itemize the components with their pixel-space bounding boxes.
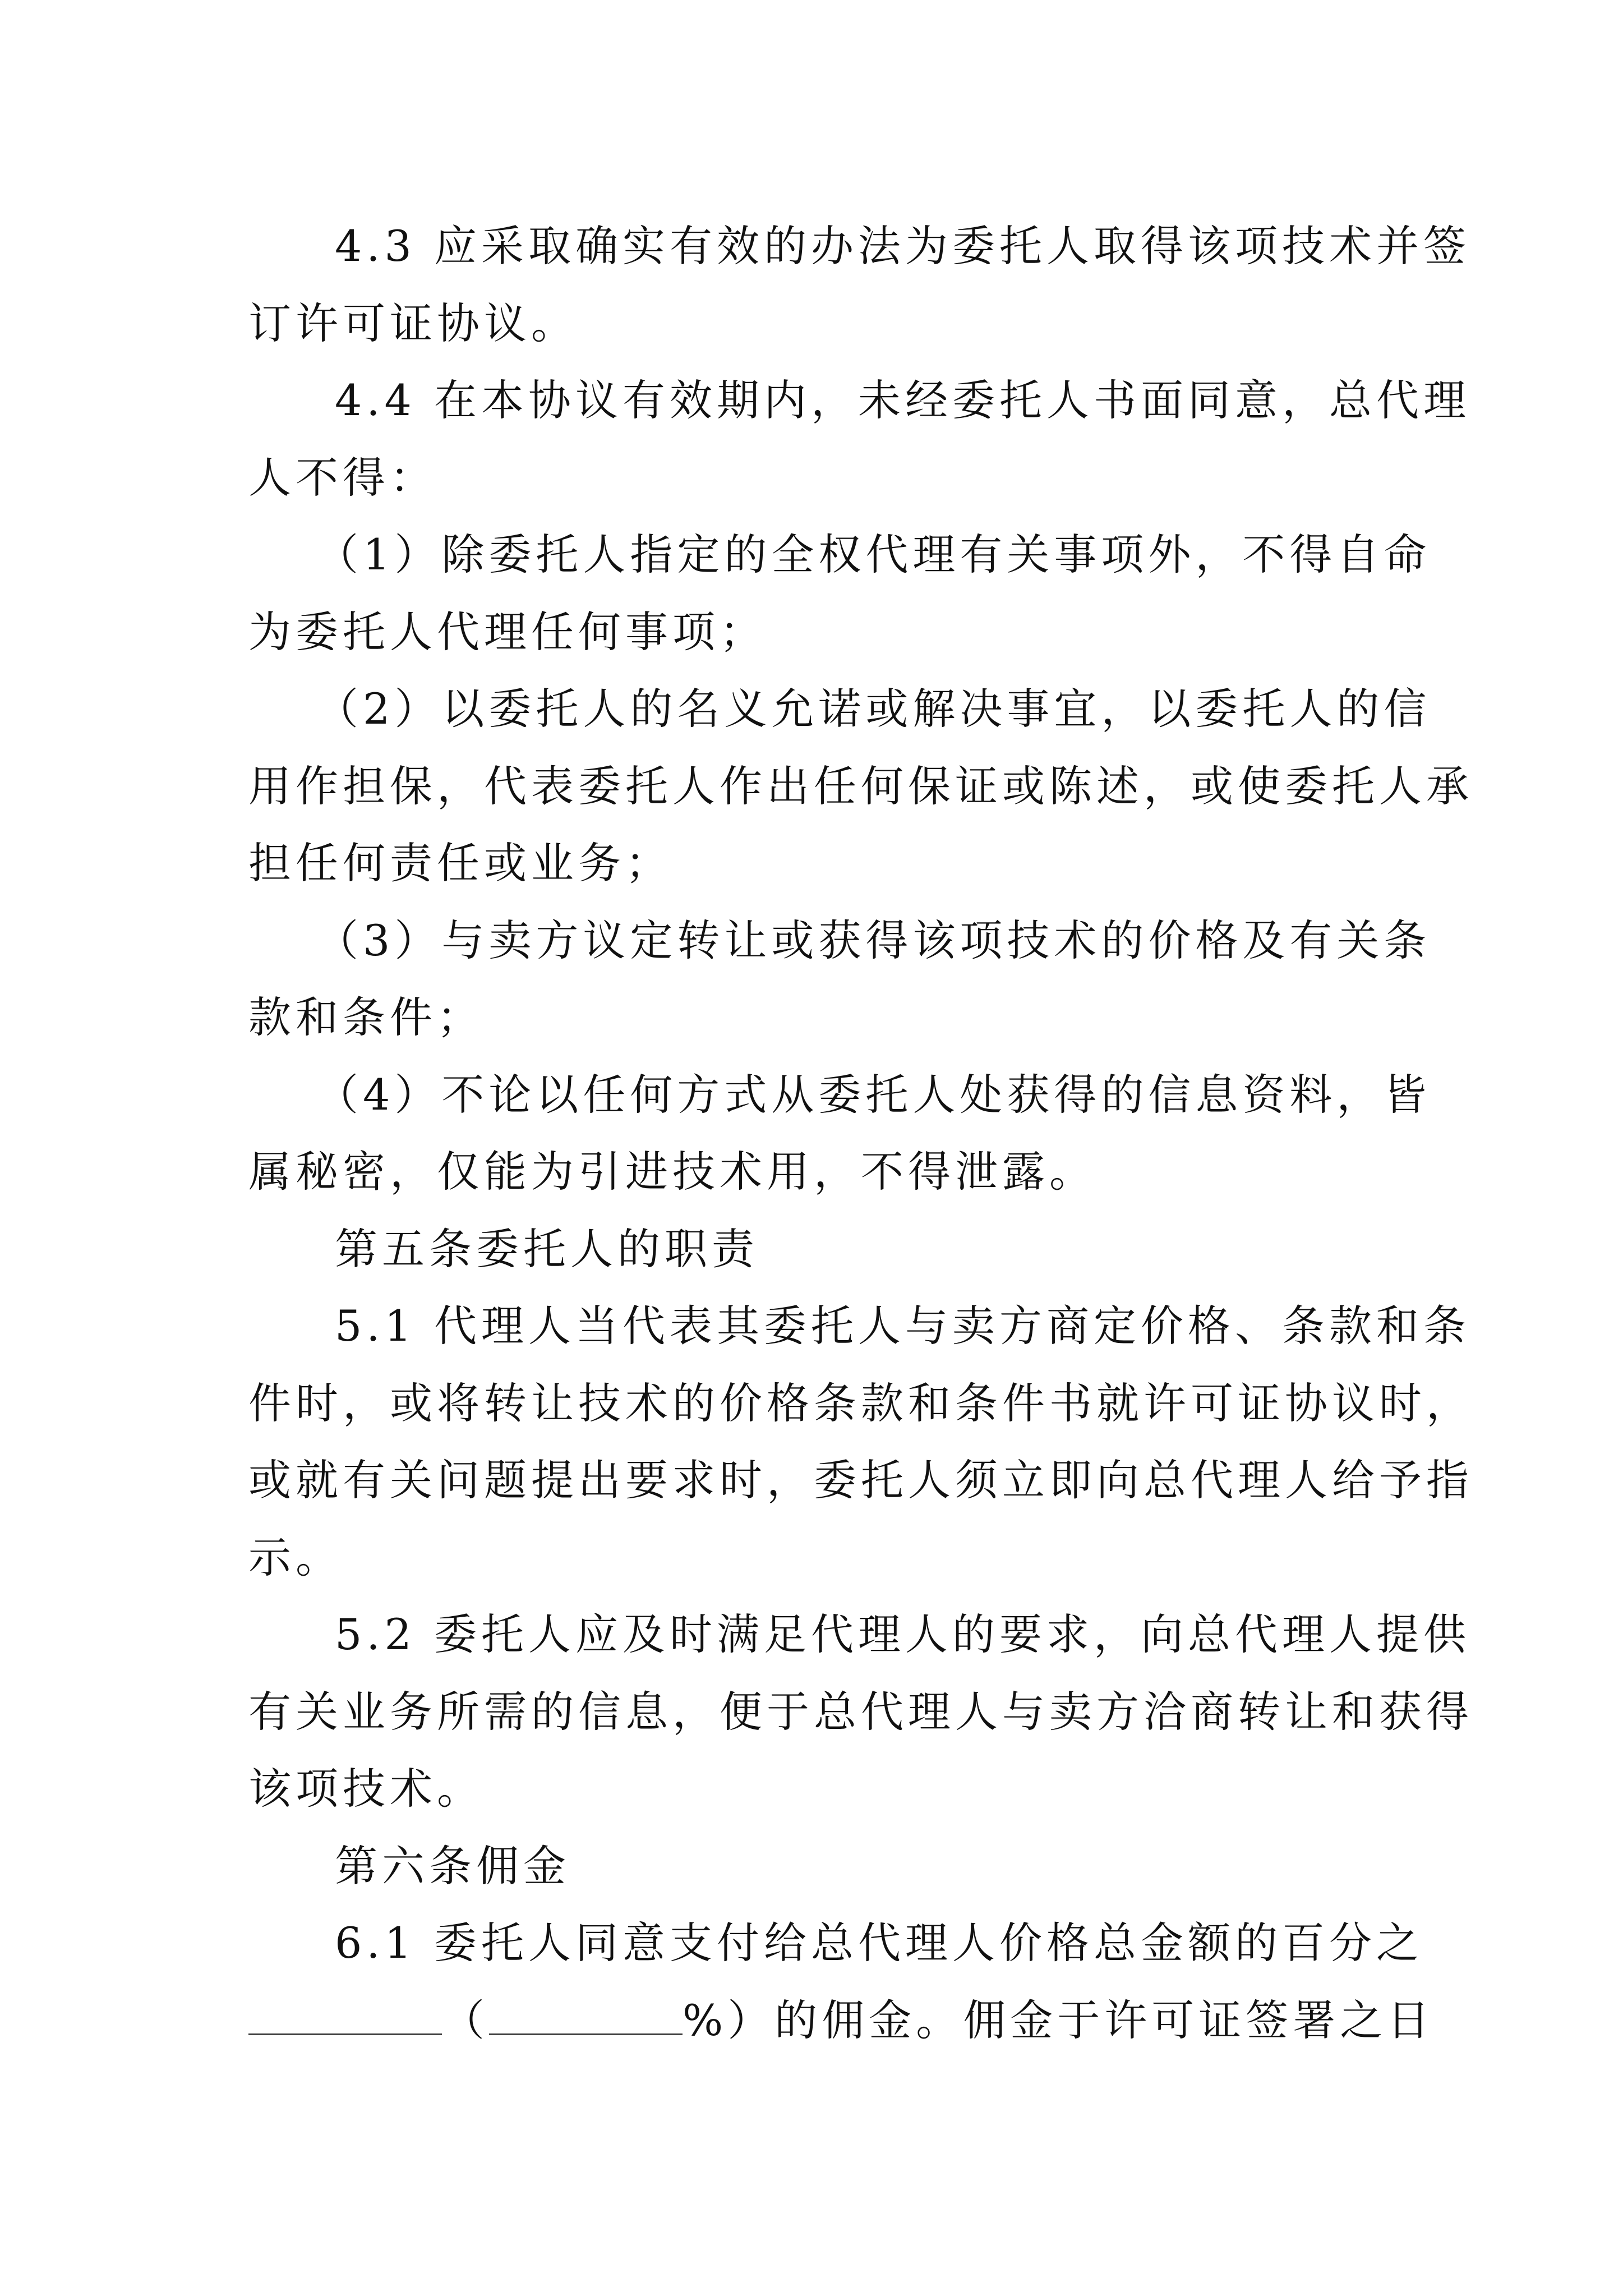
clause-6-1-line-2 xyxy=(248,1982,1435,2059)
item-4-line-1: （4）不论以任何方式从委托人处获得的信息资料，皆 xyxy=(316,1069,1431,1120)
open-paren: （ xyxy=(442,1995,489,2045)
clause-5-1-line-3: 或就有关问题提出要求时，委托人须立即向总代理人给予指 xyxy=(248,1455,1473,1505)
item-2-line-1: （2）以委托人的名义允诺或解决事宜，以委托人的信 xyxy=(316,684,1431,734)
clause-5-2-line-3: 该项技术。 xyxy=(248,1764,484,1814)
clause-5-1-line-4: 示。 xyxy=(248,1532,343,1582)
clause-5-2-line-1: 5.2 委托人应及时满足代理人的要求，向总代理人提供 xyxy=(335,1609,1471,1659)
clause-5-2-line-2: 有关业务所需的信息，便于总代理人与卖方洽商转让和获得 xyxy=(248,1686,1473,1737)
clause-4-4-line-1: 4.4 在本协议有效期内，未经委托人书面同意，总代理 xyxy=(335,375,1471,425)
clause-4-3-line-1: 4.3 应采取确实有效的办法为委托人取得该项技术并签 xyxy=(335,221,1471,271)
item-1-line-2: 为委托人代理任何事项； xyxy=(248,606,767,657)
item-3-line-2: 款和条件； xyxy=(248,992,484,1042)
item-2-line-3: 担任何责任或业务； xyxy=(248,838,672,888)
article-5-heading: 第五条委托人的职责 xyxy=(335,1223,759,1274)
item-3-line-1: （3）与卖方议定转让或获得该项技术的价格及有关条 xyxy=(316,915,1431,965)
clause-5-1-line-2: 件时，或将转让技术的价格条款和条件书就许可证协议时， xyxy=(248,1378,1473,1428)
item-2-line-2: 用作担保，代表委托人作出任何保证或陈述，或使委托人承 xyxy=(248,761,1473,811)
clause-4-4-line-2: 人不得： xyxy=(248,452,437,503)
percentage-blank[interactable] xyxy=(489,1989,683,2035)
clause-5-1-line-1: 5.1 代理人当代表其委托人与卖方商定价格、条款和条 xyxy=(335,1301,1471,1351)
item-4-line-2: 属秘密，仅能为引进技术用，不得泄露。 xyxy=(248,1147,1096,1197)
clause-6-1-line-2-rest: %）的佣金。佣金于许可证签署之日 xyxy=(683,1995,1435,2045)
article-6-heading: 第六条佣金 xyxy=(335,1841,570,1891)
clause-6-1-line-1: 6.1 委托人同意支付给总代理人价格总金额的百分之 xyxy=(335,1918,1424,1968)
item-1-line-1: （1）除委托人指定的全权代理有关事项外，不得自命 xyxy=(316,530,1431,579)
amount-blank[interactable] xyxy=(248,1989,442,2035)
document-body xyxy=(248,208,1473,2059)
clause-4-3-line-2: 订许可证协议。 xyxy=(248,298,578,348)
